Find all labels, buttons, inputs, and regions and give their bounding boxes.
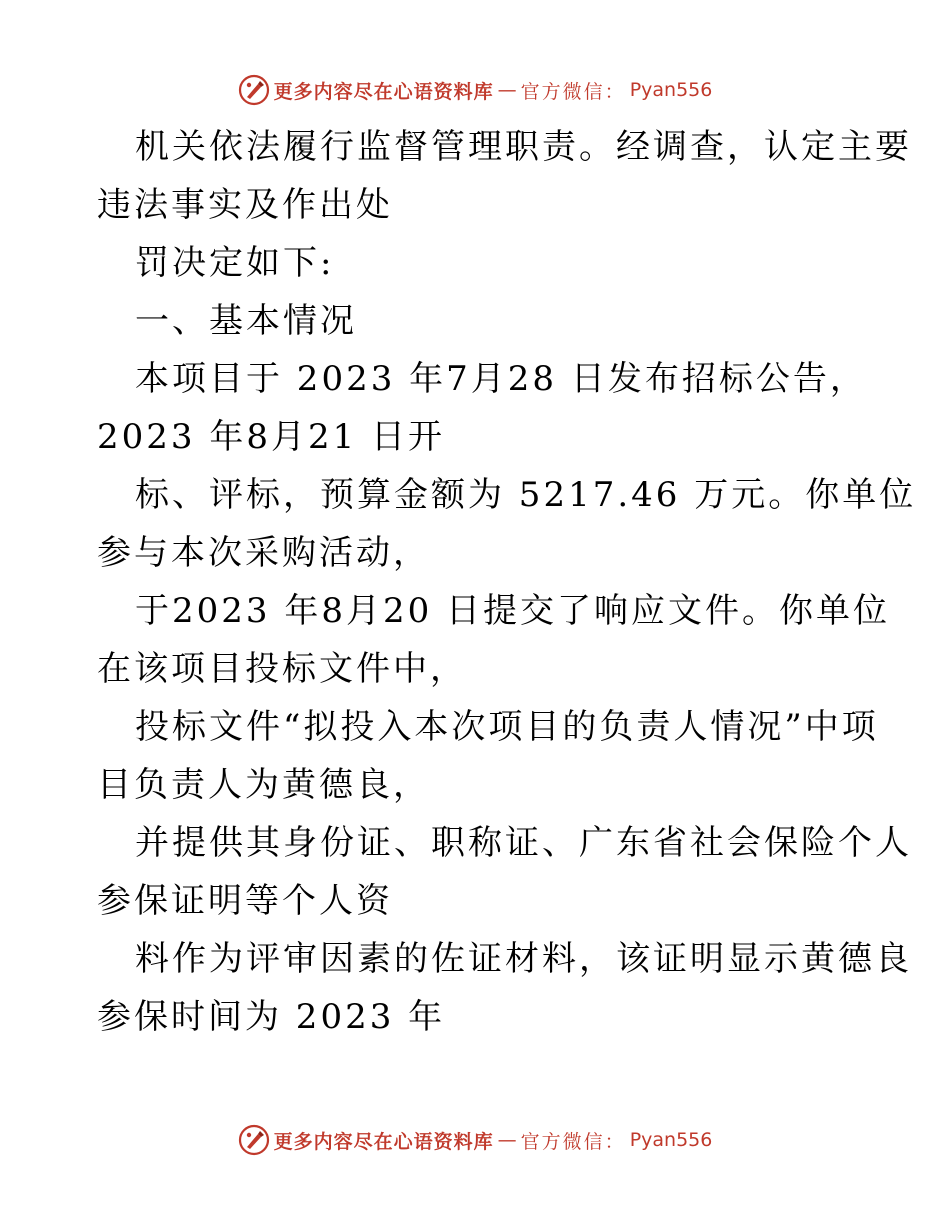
text-line: 目负责人为黄德良， — [97, 765, 430, 805]
watermark-dash: — — [497, 79, 517, 101]
watermark-official-label: 官方微信： — [520, 1130, 626, 1153]
watermark-dash: — — [497, 1129, 517, 1151]
text-line: 2023 年8月21 日开 — [97, 417, 446, 457]
watermark-wechat-id: Pyan556 — [629, 79, 713, 101]
text-line: 参与本次采购活动， — [97, 533, 430, 573]
watermark-text: 更多内容尽在心语资料库 — [273, 80, 494, 103]
section-heading: 一、基本情况 — [135, 301, 357, 341]
watermark-wechat-id: Pyan556 — [629, 1129, 713, 1151]
text-line: 于2023 年8月20 日提交了响应文件。你单位 — [135, 591, 891, 631]
header-watermark — [0, 74, 950, 106]
text-line: 罚决定如下: — [135, 243, 335, 283]
watermark-official-label: 官方微信： — [520, 80, 626, 103]
text-line: 违法事实及作出处 — [97, 185, 393, 225]
text-line: 标、评标，预算金额为 5217.46 万元。你单位 — [135, 475, 917, 515]
watermark-text: 更多内容尽在心语资料库 — [273, 1130, 494, 1153]
document-body — [97, 118, 917, 1046]
text-line: 料作为评审因素的佐证材料，该证明显示黄德良 — [135, 939, 912, 979]
text-line: 参保时间为 2023 年 — [97, 997, 446, 1037]
text-line: 机关依法履行监督管理职责。经调查，认定主要 — [135, 127, 912, 167]
text-line: 投标文件“拟投入本次项目的负责人情况”中项 — [135, 707, 879, 747]
pen-logo-icon — [238, 1124, 270, 1156]
footer-watermark — [0, 1124, 950, 1156]
pen-logo-icon — [238, 74, 270, 106]
text-line: 在该项目投标文件中， — [97, 649, 467, 689]
text-line: 参保证明等个人资 — [97, 881, 393, 921]
text-line: 并提供其身份证、职称证、广东省社会保险个人 — [135, 823, 912, 863]
text-line: 本项目于 2023 年7月28 日发布招标公告， — [135, 359, 867, 399]
